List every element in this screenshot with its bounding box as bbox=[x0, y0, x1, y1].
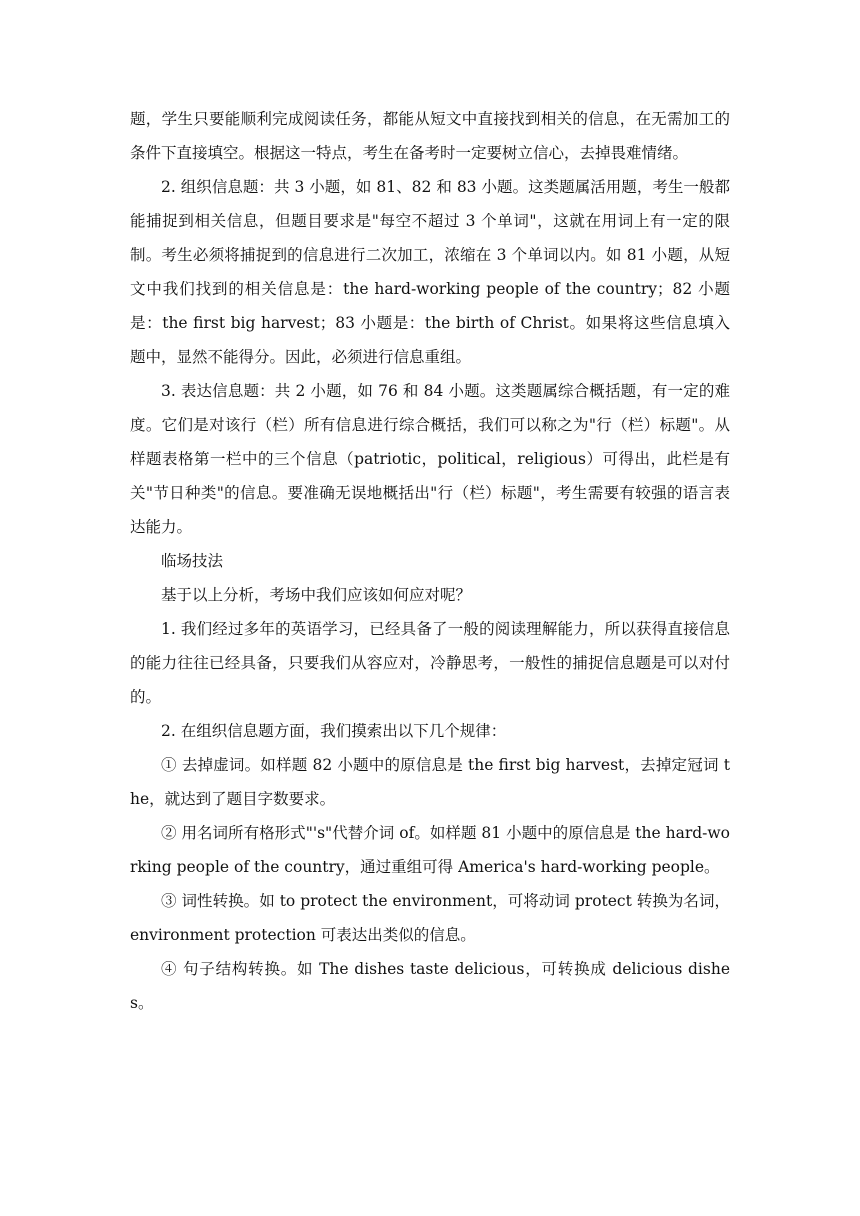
paragraph-question: 基于以上分析，考场中我们应该如何应对呢？ bbox=[161, 586, 472, 604]
document-page bbox=[130, 102, 730, 1020]
paragraph-tip-1: 1. 我们经过多年的英语学习，已经具备了一般的阅读理解能力，所以获得直接信息的能力往往已经具备，只要我们从容应对，冷静思考，一般性的捕捉信息题是可以对付的。 bbox=[130, 620, 730, 706]
paragraph-rule-3: ③ 词性转换。如 to protect the environment，可将动词 protect 转换为名词，environment protection 可表达出类似的信息。 bbox=[130, 892, 730, 944]
paragraph-express-info: 3. 表达信息题：共 2 小题，如 76 和 84 小题。这类题属综合概括题，有一定的难度。它们是对该行（栏）所有信息进行综合概括，我们可以称之为"行（栏）标题"。从样题表格第一栏中的三个信息（patriotic，political，religious）可得出，此栏是有关"节日种类"的信息。要准确无误地概括出"行（栏）标题"，考生需要有较强的语言表达能力。 bbox=[130, 382, 730, 536]
section-heading-tactics: 临场技法 bbox=[161, 552, 224, 570]
paragraph-rule-4: ④ 句子结构转换。如 The dishes taste delicious，可转换成 delicious dishes。 bbox=[130, 960, 730, 1012]
paragraph-tip-2: 2. 在组织信息题方面，我们摸索出以下几个规律： bbox=[161, 722, 507, 740]
paragraph-rule-1: ① 去掉虚词。如样题 82 小题中的原信息是 the first big harvest，去掉定冠词 the，就达到了题目字数要求。 bbox=[130, 756, 730, 808]
paragraph-continued-intro: 题，学生只要能顺利完成阅读任务，都能从短文中直接找到相关的信息，在无需加工的条件下直接填空。根据这一特点，考生在备考时一定要树立信心，去掉畏难情绪。 bbox=[130, 110, 730, 162]
paragraph-rule-2: ② 用名词所有格形式"'s"代替介词 of。如样题 81 小题中的原信息是 the hard-working people of the country，通过重组可得 America's hard-working people。 bbox=[130, 824, 730, 876]
paragraph-organize-info: 2. 组织信息题：共 3 小题，如 81、82 和 83 小题。这类题属活用题，考生一般都能捕捉到相关信息，但题目要求是"每空不超过 3 个单词"，这就在用词上有一定的限制。考生必须将捕捉到的信息进行二次加工，浓缩在 3 个单词以内。如 81 小题，从短文中我们找到的相关信息是：the hard-working people of the country；82 小题是：the first big harvest；83 小题是：the birth of Christ。如果将这些信息填入题中，显然不能得分。因此，必须进行信息重组。 bbox=[130, 178, 730, 366]
